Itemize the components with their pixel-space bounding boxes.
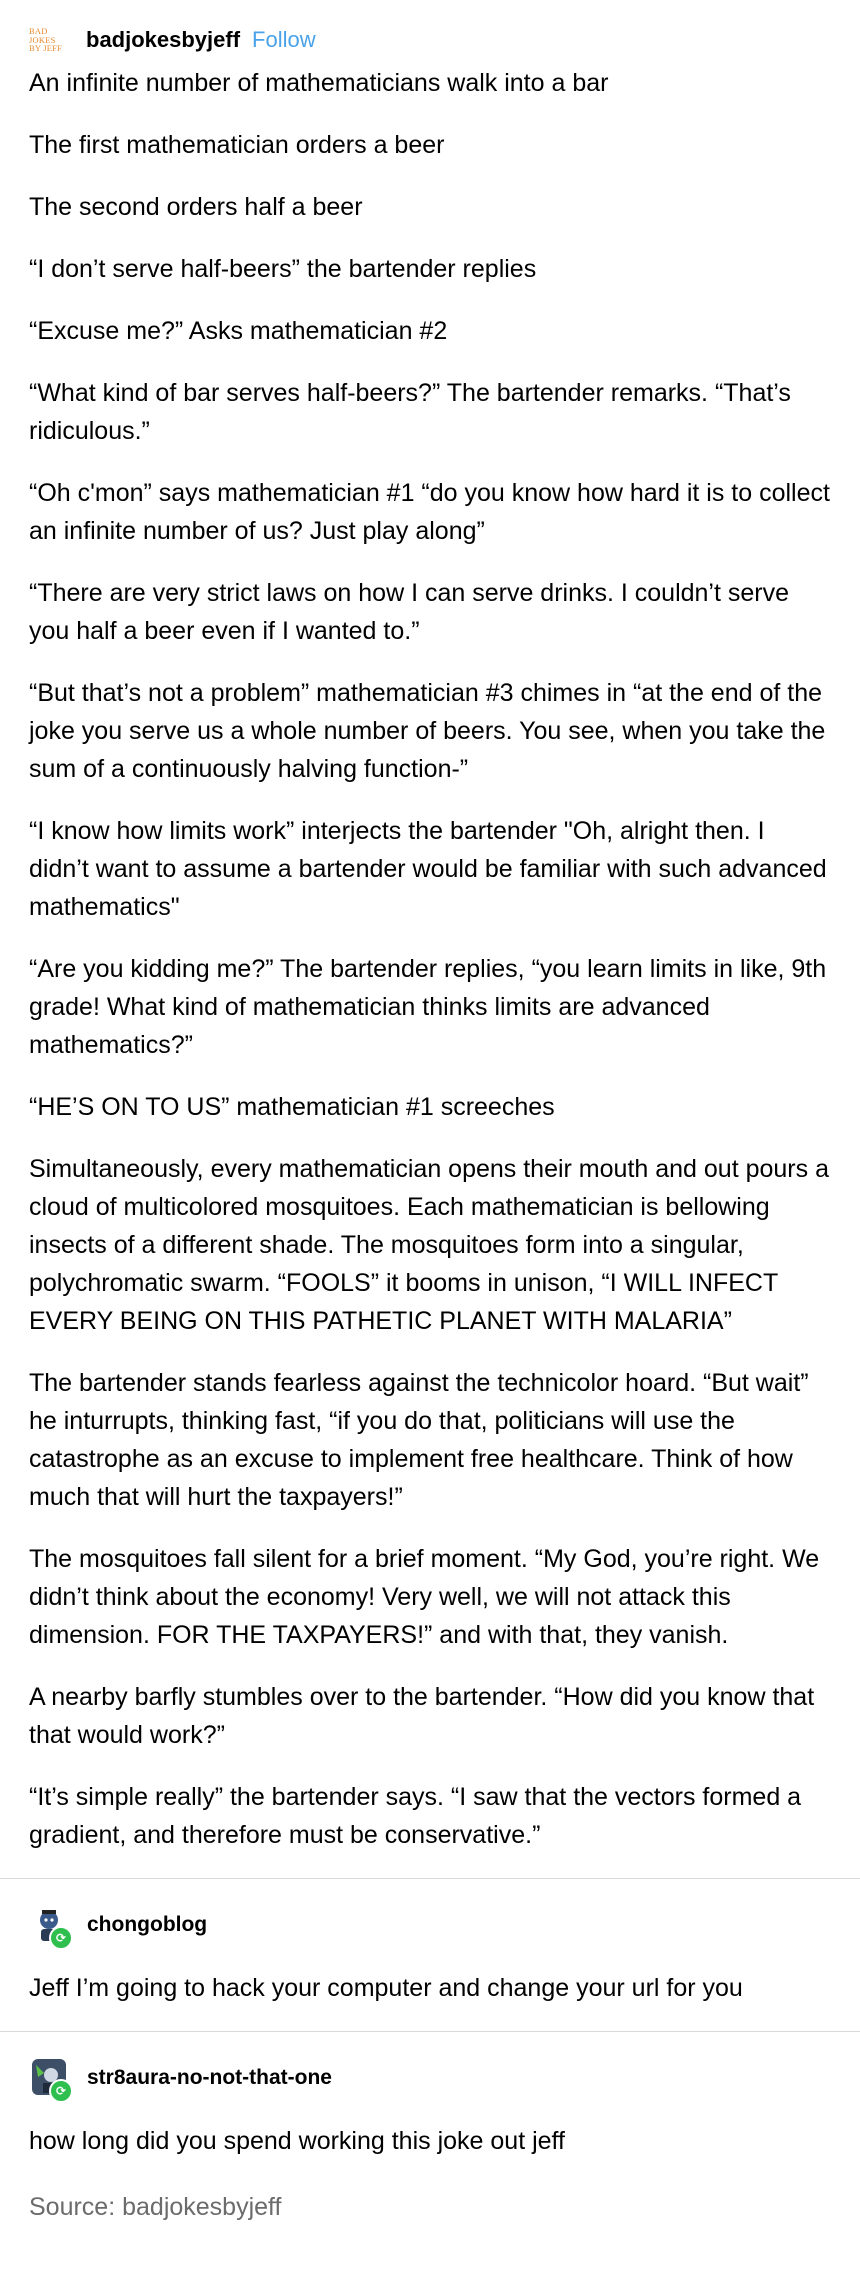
post-paragraph: “Oh c'mon” says mathematician #1 “do you know how hard it is to collect an infinite number of us? Just play along” (29, 479, 830, 545)
reblog-header (29, 1879, 831, 1951)
post-paragraph: “I don’t serve half-beers” the bartender replies (29, 255, 537, 283)
avatar[interactable] (29, 1904, 71, 1946)
post-source[interactable]: Source: badjokesbyjeff (29, 2193, 282, 2221)
post-paragraph: The mosquitoes fall silent for a brief moment. “My God, you’re right. We didn’t think about the economy! Very well, we will not attack this dimension. FOR THE TAXPAYERS!” and with that, they vanish. (29, 1545, 820, 1649)
post-paragraph: Simultaneously, every mathematician opens their mouth and out pours a cloud of multicolored mosquitoes. Each mathematician is bellowing insects of a different shade. The mosquitoes form into a singular, polychromatic swarm. “FOOLS” it booms in unison, “I WILL INFECT EVERY BEING ON THIS PATHETIC PLANET WITH MALARIA” (29, 1155, 829, 1335)
avatar[interactable] (29, 2057, 71, 2099)
post-paragraph: The bartender stands fearless against the technicolor hoard. “But wait” he inturrupts, thinking fast, “if you do that, politicians will use the catastrophe as an excuse to implement free healthcare. Think of how much that will hurt the taxpayers!” (29, 1369, 809, 1511)
logo-line: BAD (29, 26, 48, 37)
post-paragraph: “What kind of bar serves half-beers?” The bartender remarks. “That’s ridiculous.” (29, 379, 791, 445)
post-paragraph: The first mathematician orders a beer (29, 131, 445, 159)
reblog-icon: ⟳ (49, 1926, 73, 1950)
post-paragraph: “But that’s not a problem” mathematician #3 chimes in “at the end of the joke you serve us a whole number of beers. You see, when you take the sum of a continuously halving function-” (29, 679, 826, 783)
post-body (0, 58, 860, 1854)
reblog-username[interactable]: chongoblog (87, 1913, 208, 1936)
post-paragraph: “Excuse me?” Asks mathematician #2 (29, 317, 448, 345)
reblog-text: how long did you spend working this joke out jeff (29, 2127, 565, 2155)
logo-line: JOKES (29, 34, 56, 45)
post-paragraph: The second orders half a beer (29, 193, 363, 221)
reblog-entry (0, 1879, 860, 2007)
blog-logo[interactable] (29, 22, 69, 58)
reblog-header (29, 2032, 831, 2104)
post-paragraph: An infinite number of mathematicians walk into a bar (29, 69, 609, 97)
post-paragraph: “It’s simple really” the bartender says. “I saw that the vectors formed a gradient, and therefore must be conservative.” (29, 1783, 802, 1849)
post-paragraph: “I know how limits work” interjects the bartender "Oh, alright then. I didn’t want to assume a bartender would be familiar with such advanced mathematics" (29, 817, 827, 921)
reblog-username[interactable]: str8aura-no-not-that-one (87, 2066, 332, 2089)
post-paragraph: A nearby barfly stumbles over to the bartender. “How did you know that that would work?” (29, 1683, 815, 1749)
reblog-text: Jeff I’m going to hack your computer and change your url for you (29, 1974, 743, 2002)
post-header (0, 0, 860, 58)
blog-username[interactable]: badjokesbyjeff (86, 27, 241, 52)
follow-button[interactable]: Follow (252, 27, 316, 52)
reblog-entry (0, 2032, 860, 2160)
post-paragraph: “There are very strict laws on how I can serve drinks. I couldn’t serve you half a beer even if I wanted to.” (29, 579, 790, 645)
post-paragraph: “Are you kidding me?” The bartender replies, “you learn limits in like, 9th grade! What kind of mathematician thinks limits are advanced mathematics?” (29, 955, 827, 1059)
post-paragraph: “HE’S ON TO US” mathematician #1 screeches (29, 1093, 555, 1121)
reblog-icon: ⟳ (49, 2079, 73, 2103)
logo-line: BY JEFF (29, 43, 62, 54)
